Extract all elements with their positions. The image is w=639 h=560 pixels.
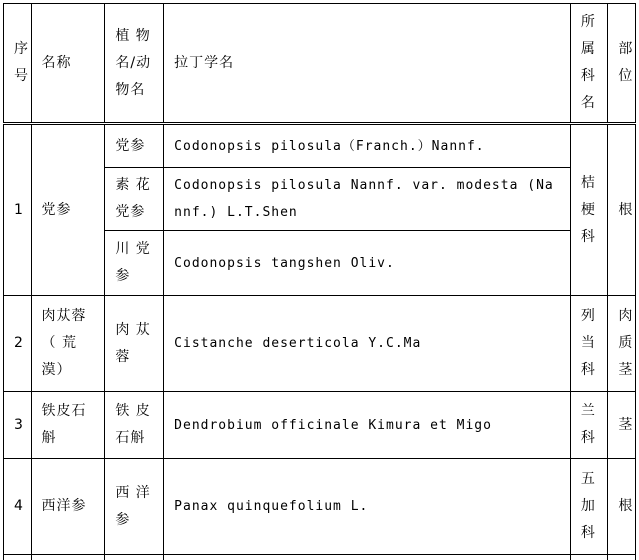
herb-name: 肉苁蓉（ 荒漠） xyxy=(31,296,105,392)
herb-name: 西洋参 xyxy=(31,459,105,555)
row-number: 3 xyxy=(4,392,32,459)
header-latin: 拉丁学名 xyxy=(164,4,571,124)
organism-name: 素 花 党参 xyxy=(105,168,164,231)
table-row xyxy=(4,296,636,392)
herb-name: 铁皮石斛 xyxy=(31,392,105,459)
family-name: 兰科 xyxy=(570,392,608,459)
row-number: 1 xyxy=(4,124,32,296)
header-no: 序号 xyxy=(4,4,32,124)
header-name: 名称 xyxy=(31,4,105,124)
family-name: 列当科 xyxy=(570,296,608,392)
header-part: 部位 xyxy=(608,4,636,124)
plant-part: 茎 xyxy=(608,392,636,459)
organism-name: 川 党 参 xyxy=(105,231,164,296)
latin-name: Cistanche deserticola Y.C.Ma xyxy=(164,296,571,392)
table-row xyxy=(4,392,636,459)
latin-name: Codonopsis tangshen Oliv. xyxy=(164,231,571,296)
header-family: 所属科名 xyxy=(570,4,608,124)
table-row xyxy=(4,124,636,168)
latin-name: Dendrobium officinale Kimura et Migo xyxy=(164,392,571,459)
family-name: 桔梗科 xyxy=(570,124,608,296)
herb-table xyxy=(3,3,636,560)
header-row xyxy=(4,4,636,124)
organism-name: 党参 xyxy=(105,124,164,168)
latin-name: Codonopsis pilosula（Franch.）Nannf. xyxy=(164,124,571,168)
organism-name: 西 洋 参 xyxy=(105,459,164,555)
plant-part: 肉质茎 xyxy=(608,296,636,392)
organism-name: 铁 皮 石斛 xyxy=(105,392,164,459)
organism-name: 肉 苁 蓉 xyxy=(105,296,164,392)
header-organism: 植 物 名/动物名 xyxy=(105,4,164,124)
family-name: 五加科 xyxy=(570,459,608,555)
table-row xyxy=(4,459,636,555)
latin-name: Panax quinquefolium L. xyxy=(164,459,571,555)
latin-name: Codonopsis pilosula Nannf. var. modesta (Nannf.) L.T.Shen xyxy=(164,168,571,231)
row-number: 2 xyxy=(4,296,32,392)
plant-part: 根 xyxy=(608,459,636,555)
row-number: 4 xyxy=(4,459,32,555)
herb-name: 党参 xyxy=(31,124,105,296)
table-row-partial xyxy=(4,555,636,560)
plant-part: 根 xyxy=(608,124,636,296)
